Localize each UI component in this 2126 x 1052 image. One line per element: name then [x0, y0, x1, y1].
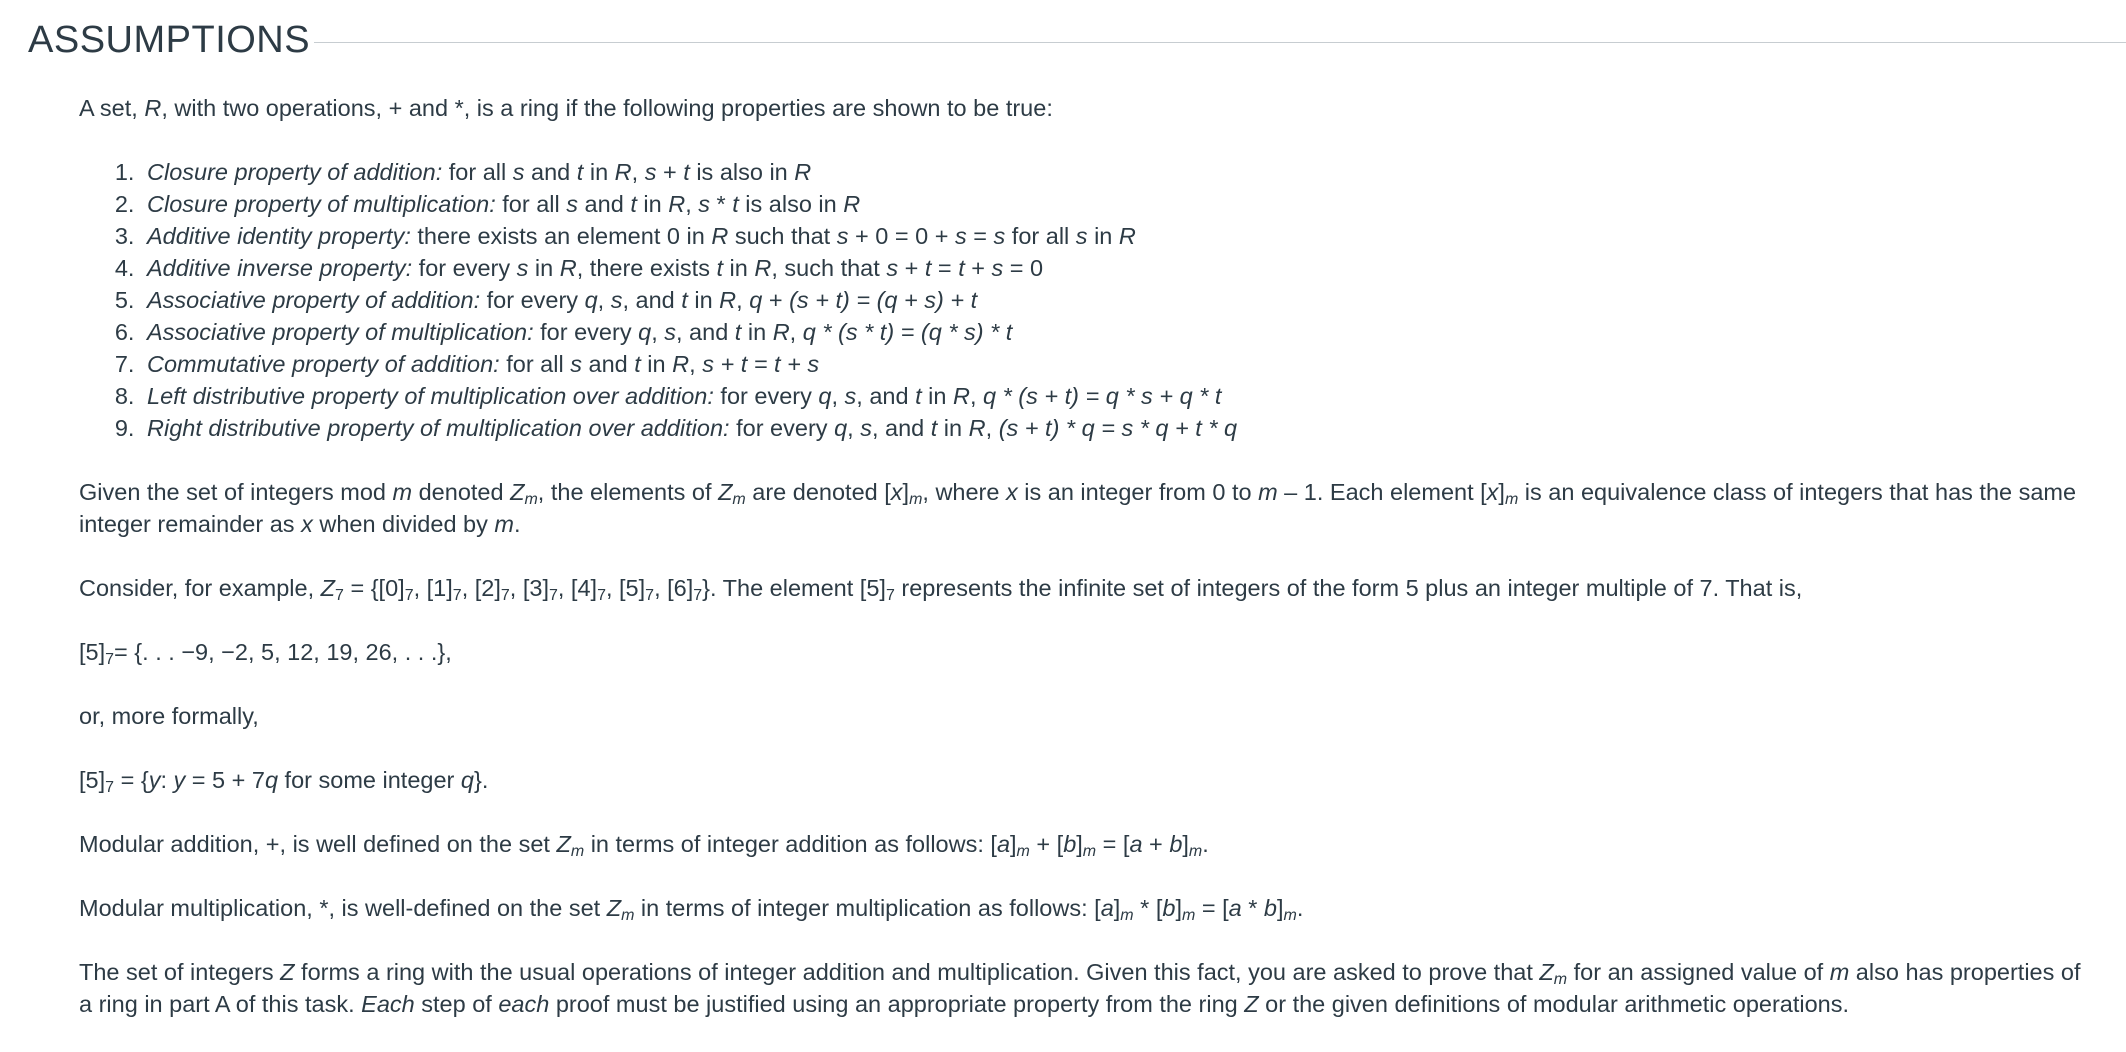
section-heading: ASSUMPTIONS — [28, 18, 311, 61]
property-definition: for all s and t in R, s + t = t + s — [499, 351, 820, 377]
body-paragraph: Modular addition, +, is well defined on the set $Z_m$ in terms of integer addition as follows: $[a]_m + [b]_m = [a + b]_m$. — [79, 831, 1209, 860]
property-name: Additive inverse property: — [147, 255, 413, 281]
body-paragraph: Given the set of integers mod m denoted $Z_m$, the elements of $Z_m$ are denoted $[x]_m$, where x is an integer from 0 to m – 1. Each element $[x]_m$ is an equivalence class of integers that has the same integer remainder as x when divided by m. — [79, 479, 2077, 537]
ring-property-item — [141, 156, 2099, 188]
intro-paragraph: A set, R, with two operations, + and *, is a ring if the following properties are shown to be true: — [79, 95, 1053, 121]
ring-property-item — [141, 188, 2099, 220]
property-name: Closure property of addition: — [147, 159, 443, 185]
ring-property-item — [141, 220, 2099, 252]
body-paragraph: $[5]_7 = \{y$: y = 5 + 7q for some integer q}. — [79, 767, 489, 796]
body-paragraph: The set of integers Z forms a ring with the usual operations of integer addition and multiplication. Given this fact, you are asked to prove that $Z_m$ for an assigned value of m also has properties of a ring in part A of this task. Each step of each proof must be justified using an appropriate property from the ring Z or the given definitions of modular arithmetic operations. — [79, 959, 2081, 1017]
property-name: Additive identity property: — [147, 223, 411, 249]
ring-property-item — [141, 316, 2099, 348]
ring-property-item — [141, 252, 2099, 284]
ring-property-item — [141, 380, 2099, 412]
body-paragraph: Modular multiplication, *, is well-defined on the set $Z_m$ in terms of integer multiplication as follows: $[a]_m * [b]_m = [a * b]_m$. — [79, 895, 1304, 924]
property-name: Associative property of multiplication: — [147, 319, 534, 345]
ring-property-item — [141, 284, 2099, 316]
property-name: Right distributive property of multiplication over addition: — [147, 415, 730, 441]
heading-divider — [314, 42, 2126, 43]
property-name: Closure property of multiplication: — [147, 191, 496, 217]
property-definition: for all s and t in R, s + t is also in R — [442, 159, 812, 185]
body-paragraph: $[5]_7=$ {. . . −9, −2, 5, 12, 19, 26, . . .}, — [79, 639, 452, 668]
property-definition: there exists an element 0 in R such that s + 0 = 0 + s = s for all s in R — [410, 223, 1136, 249]
property-definition: for every s in R, there exists t in R, such that s + t = t + s = 0 — [412, 255, 1044, 281]
property-definition: for every q, s, and t in R, (s + t) * q = s * q + t * q — [729, 415, 1238, 441]
section-heading-row — [28, 14, 2126, 66]
property-definition: for every q, s, and t in R, q * (s + t) = q * s + q * t — [713, 383, 1222, 409]
property-name: Left distributive property of multiplication over addition: — [147, 383, 714, 409]
property-name: Commutative property of addition: — [147, 351, 500, 377]
body-paragraph: or, more formally, — [79, 703, 259, 729]
property-definition: for all s and t in R, s * t is also in R — [495, 191, 861, 217]
property-name: Associative property of addition: — [147, 287, 481, 313]
ring-property-item — [141, 412, 2099, 444]
ring-properties-list — [79, 156, 2099, 444]
property-definition: for every q, s, and t in R, q + (s + t) = (q + s) + t — [480, 287, 978, 313]
explanation-paragraphs — [79, 476, 2099, 1020]
property-definition: for every q, s, and t in R, q * (s * t) = (q * s) * t — [533, 319, 1013, 345]
body-paragraph: Consider, for example, $Z_7 = \{[0]_7$, $[1]_7$, $[2]_7$, $[3]_7$, $[4]_7$, $[5]_7$, $[6]_7$}. The element $[5]_7$ represents the infinite set of integers of the form 5 plus an integer multiple of 7. That is, — [79, 575, 1803, 604]
assumptions-content — [79, 92, 2099, 1052]
ring-property-item — [141, 348, 2099, 380]
